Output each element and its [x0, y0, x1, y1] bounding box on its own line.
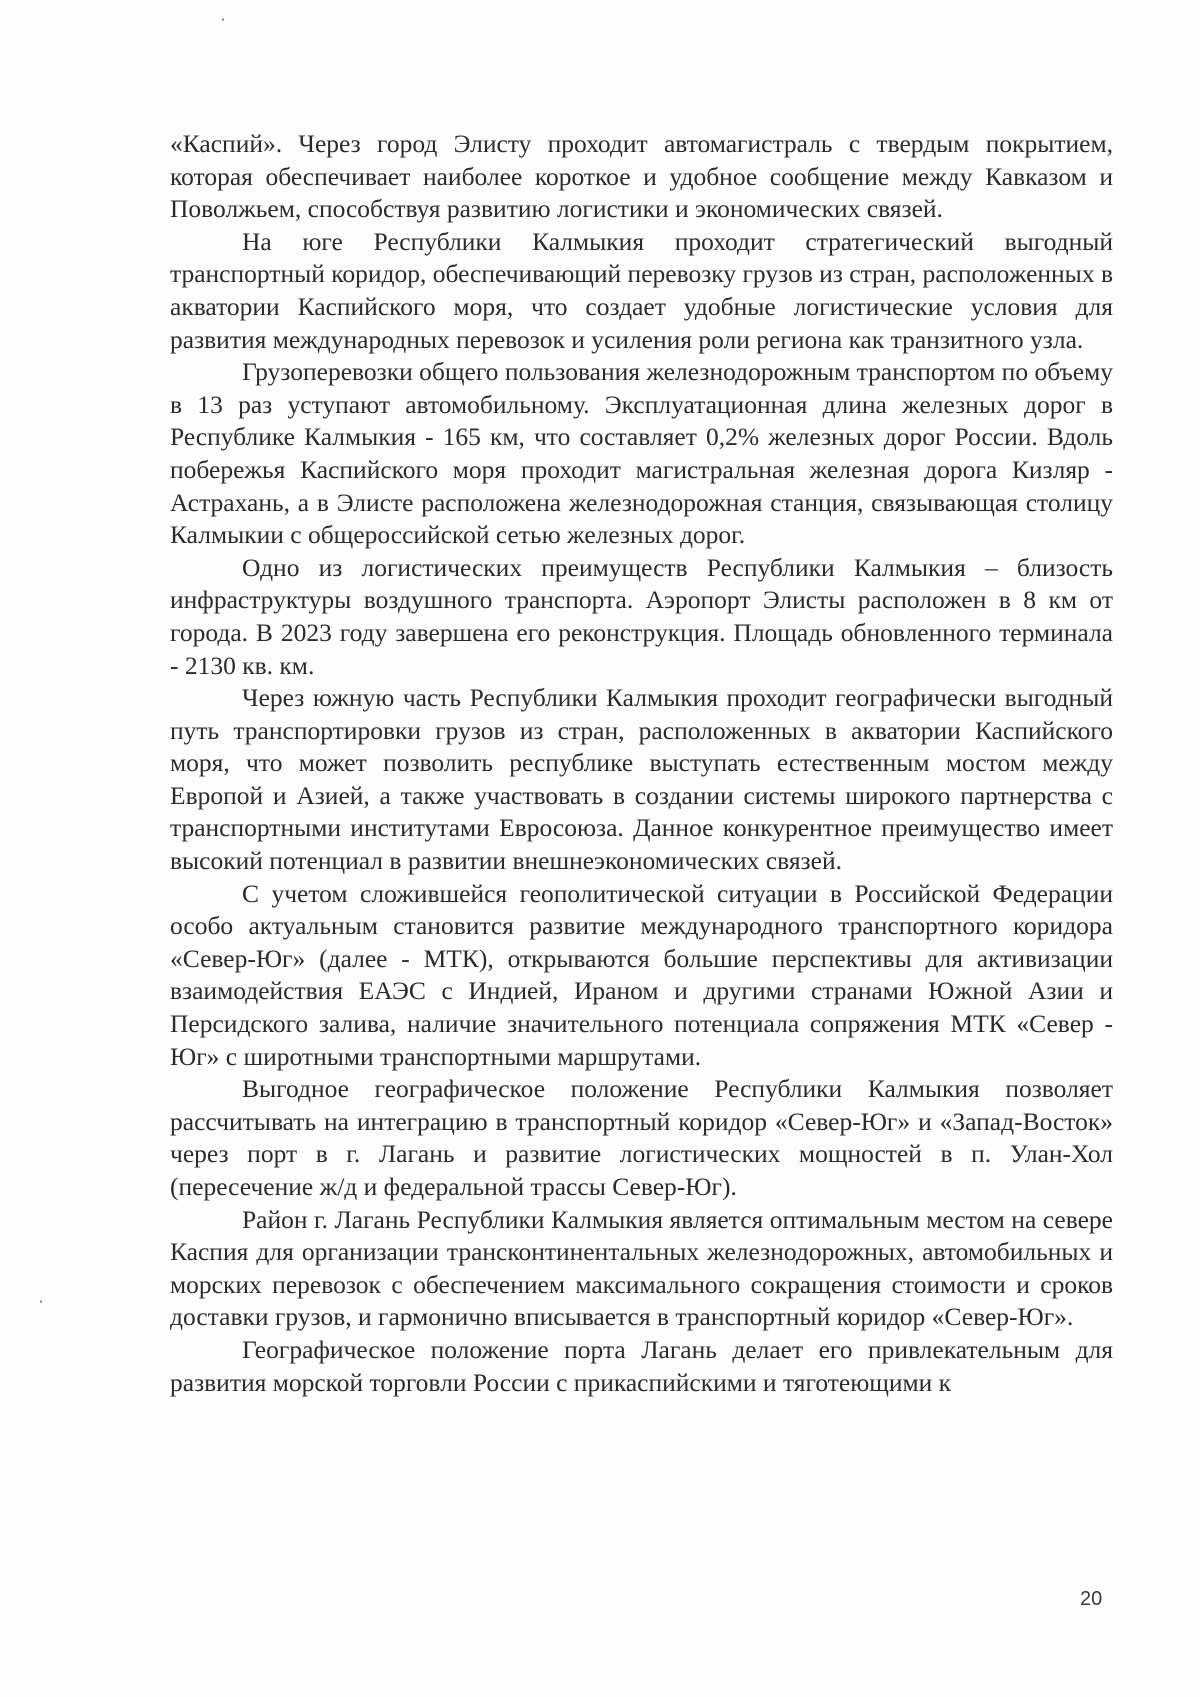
paragraph: Одно из логистических преимуществ Республики Калмыкия – близость инфраструктуры воздушного транспорта. Аэропорт Элисты расположен в 8 км от города. В 2023 году завершена его реконструкция. Площадь обновленного терминала - 2130 кв. км. — [170, 552, 1113, 680]
paragraph: Грузоперевозки общего пользования железнодорожным транспортом по объему в 13 раз уступают автомобильному. Эксплуатационная длина железных дорог в Республике Калмыкия - 165 км, что составляет 0,2% железных дорог России. Вдоль побережья Каспийского моря проходит магистральная железная дорога Кизляр - Астрахань, а в Элисте расположена железнодорожная станция, связывающая столицу Калмыкии с общероссийской сетью железных дорог. — [170, 357, 1113, 550]
paragraph: Через южную часть Республики Калмыкия проходит географически выгодный путь транспортировки грузов из стран, расположенных в акватории Каспийского моря, что может позволить республике выступать естественным мостом между Европой и Азией, а также участвовать в создании системы широкого партнерства с транспортными институтами Евросоюза. Данное конкурентное преимущество имеет высокий потенциал в развитии внешнеэкономических связей. — [170, 683, 1113, 876]
page-number: 20 — [1080, 1588, 1103, 1610]
paragraph: Географическое положение порта Лагань делает его привлекательным для развития морской торговли России с прикаспийскими и тяготеющими к — [170, 1334, 1113, 1397]
paragraph: Выгодное географическое положение Республики Калмыкия позволяет рассчитывать на интеграцию в транспортный коридор «Север-Юг» и «Запад-Восток» через порт в г. Лагань и развитие логистических мощностей в п. Улан-Хол (пересечение ж/д и федеральной трассы Север-Юг). — [170, 1074, 1113, 1201]
document-body — [170, 128, 1113, 1399]
paragraph: На юге Республики Калмыкия проходит стратегический выгодный транспортный коридор, обеспечивающий перевозку грузов из стран, расположенных в акватории Каспийского моря, что создает удобные логистические условия для развития международных перевозок и усиления роли региона как транзитного узла. — [170, 226, 1113, 354]
scan-speck — [222, 18, 224, 21]
scan-speck — [40, 1300, 42, 1303]
paragraph: «Каспий». Через город Элисту проходит автомагистраль с твердым покрытием, которая обеспечивает наиболее короткое и удобное сообщение между Кавказом и Поволжьем, способствуя развитию логистики и экономических связей. — [170, 129, 1113, 224]
paragraph: Район г. Лагань Республики Калмыкия является оптимальным местом на севере Каспия для организации трансконтинентальных железнодорожных, автомобильных и морских перевозок с обеспечением максимального сокращения стоимости и сроков доставки грузов, и гармонично вписывается в транспортный коридор «Север-Юг». — [170, 1204, 1113, 1332]
paragraph: С учетом сложившейся геополитической ситуации в Российской Федерации особо актуальным становится развитие международного транспортного коридора «Север-Юг» (далее - МТК), открываются большие перспективы для активизации взаимодействия ЕАЭС с Индией, Ираном и другими странами Южной Азии и Персидского залива, наличие значительного потенциала сопряжения МТК «Север - Юг» с широтными транспортными маршрутами. — [170, 878, 1113, 1071]
